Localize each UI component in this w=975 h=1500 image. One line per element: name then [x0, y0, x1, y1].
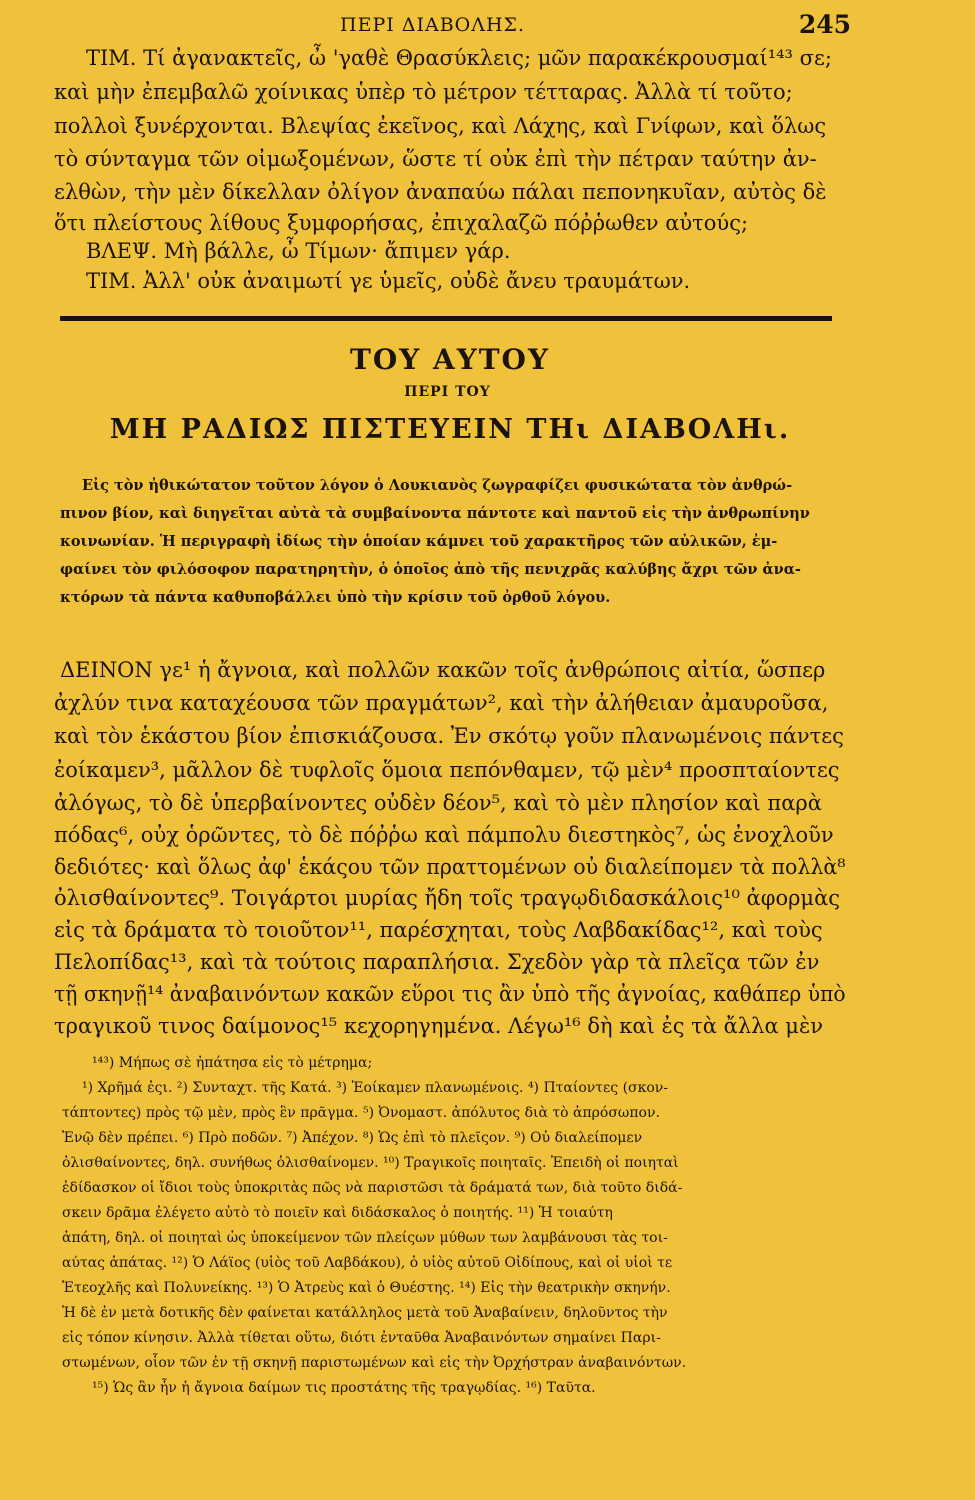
- footnote-line: ὀλισθαίνοντες, δηλ. συνήθως ὀλισθαίνομεν. ¹⁰) Τραγικοῖς ποιηταῖς. Ἐπειδὴ οἱ ποιηταὶ: [62, 1155, 679, 1171]
- footnote-line: Ἡ δὲ ἐν μετὰ δοτικῆς δὲν φαίνεται κατάλληλος μετὰ τοῦ Ἀναβαίνειν, δηλοῦντος τὴν: [62, 1305, 668, 1321]
- body-line: ἀχλύν τινα καταχέουσα τῶν πραγμάτων², καὶ τὴν ἀλήθειαν ἀμαυροῦσα,: [54, 691, 829, 715]
- body-line: Πελοπίδας¹³, καὶ τὰ τούτοις παραπλήσια. Σχεδὸν γὰρ τὰ πλεῖςα τῶν ἐν: [54, 950, 820, 974]
- dialogue-line: καὶ μὴν ἐπεμβαλῶ χοίνικας ὑπὲρ τὸ μέτρον τέτταρας. Ἀλλὰ τί τοῦτο;: [54, 80, 793, 104]
- body-line: εἰς τὰ δράματα τὸ τοιοῦτον¹¹, παρέσχηται, τοὺς Λαβδακίδας¹², καὶ τοὺς: [54, 918, 823, 942]
- summary-line: κτόρων τὰ πάντα καθυποβάλλει ὑπὸ τὴν κρίσιν τοῦ ὀρθοῦ λόγου.: [60, 589, 611, 606]
- summary-line: Εἰς τὸν ἠθικώτατον τοῦτον λόγον ὁ Λουκιανὸς ζωγραφίζει φυσικώτατα τὸν ἀνθρώ-: [82, 477, 793, 494]
- body-line: τραγικοῦ τινος δαίμονος¹⁵ κεχορηγημένα. Λέγω¹⁶ δὴ καὶ ἐς τὰ ἄλλα μὲν: [54, 1014, 823, 1038]
- footnote-line: ¹⁵) Ὡς ἂν ἦν ἡ ἄγνοια δαίμων τις προστάτης τῆς τραγῳδίας. ¹⁶) Ταῦτα.: [92, 1380, 596, 1396]
- footnote-line: ἀπάτη, δηλ. οἱ ποιηταὶ ὡς ὑποκείμενον τῶν πλείςων μύθων των λαμβάνουσι τὰς τοι-: [62, 1230, 668, 1246]
- dialogue-line: ελθὼν, τὴν μὲν δίκελλαν ὀλίγον ἀναπαύω πάλαι πεπονηκυῖαν, αὐτὸς δὲ: [54, 180, 827, 204]
- footnote-line: ¹) Χρῆμά ἐςι. ²) Συνταχτ. τῆς Κατά. ³) Ἐοίκαμεν πλανωμένοις. ⁴) Πταίοντες (σκον-: [82, 1080, 669, 1096]
- dialogue-line: ΒΛΕΨ. Μὴ βάλλε, ὦ Τίμων· ἄπιμεν γάρ.: [86, 239, 511, 263]
- footnote-line: στωμένων, οἷον τῶν ἐν τῇ σκηνῇ παριστωμένων καὶ εἰς τὴν Ὀρχήστραν ἀναβαινόντων.: [62, 1355, 687, 1371]
- title-author: ΤΟΥ ΑΥΤΟΥ: [350, 343, 550, 376]
- page-number: 245: [798, 10, 851, 39]
- dialogue-line: ὅτι πλείστους λίθους ξυμφορήσας, ἐπιχαλαζῶ πόῤῥωθεν αὐτούς;: [54, 211, 749, 235]
- body-line: ΔΕΙΝΟΝ γε¹ ἡ ἄγνοια, καὶ πολλῶν κακῶν τοῖς ἀνθρώποις αἰτία, ὥσπερ: [60, 658, 826, 682]
- body-line: ἀλόγως, τὸ δὲ ὑπερβαίνοντες οὐδὲν δέον⁵, καὶ τὸ μὲν πλησίον καὶ παρὰ: [54, 791, 822, 815]
- summary-line: πινον βίον, καὶ διηγεῖται αὐτὰ τὰ συμβαίνοντα πάντοτε καὶ παντοῦ εἰς τὴν ἀνθρωπίνην: [60, 505, 810, 522]
- body-line: ἐοίκαμεν³, μᾶλλον δὲ τυφλοῖς ὅμοια πεπόνθαμεν, τῷ μὲν⁴ προσπταίοντες: [54, 758, 840, 782]
- body-line: ὀλισθαίνοντες⁹. Τοιγάρτοι μυρίας ἤδη τοῖς τραγῳδιδασκάλοις¹⁰ ἀφορμὰς: [54, 886, 841, 910]
- dialogue-line: ΤΙΜ. Τί ἀγανακτεῖς, ὦ 'γαθὲ Θρασύκλεις; μῶν παρακέκρουσμαί¹⁴³ σε;: [86, 46, 832, 70]
- footnote-line: τάπτοντες) πρὸς τῷ μὲν, πρὸς ἓν πρᾶγμα. ⁵) Ὀνομαστ. ἀπόλυτος διὰ τὸ ἀπρόσωπον.: [62, 1105, 660, 1121]
- body-line: δεδιότες· καὶ ὅλως ἀφ' ἑκάςου τῶν πραττομένων οὐ διαλείπομεν τὰ πολλὰ⁸: [54, 855, 846, 879]
- footnote-line: σκειν δρᾶμα ἐλέγετο αὐτὸ τὸ ποιεῖν καὶ διδάσκαλος ὁ ποιητής. ¹¹) Ἡ τοιαύτη: [62, 1205, 613, 1221]
- title-main: ΜΗ ΡΑΔΙΩΣ ΠΙΣΤΕΥΕΙΝ ΤΗι ΔΙΑΒΟΛΗι.: [109, 414, 791, 445]
- body-line: καὶ τὸν ἑκάστου βίον ἐπισκιάζουσα. Ἐν σκότῳ γοῦν πλανωμένοις πάντες: [54, 724, 844, 748]
- footnote-line: ἐδίδασκον οἱ ἴδιοι τοὺς ὑποκριτὰς πῶς νὰ παριστῶσι τὰ δράματά των, διὰ τοῦτο διδά-: [62, 1180, 683, 1196]
- dialogue-line: τὸ σύνταγμα τῶν οἰμωξομένων, ὥστε τί οὐκ ἐπὶ τὴν πέτραν ταύτην ἀν-: [54, 147, 817, 171]
- footnote-line: Ἐνῷ δὲν πρέπει. ⁶) Πρὸ ποδῶν. ⁷) Ἀπέχον. ⁸) Ὡς ἐπὶ τὸ πλεῖςον. ⁹) Οὐ διαλείπομεν: [62, 1130, 643, 1146]
- section-divider: [60, 316, 832, 321]
- body-line: τῇ σκηνῇ¹⁴ ἀναβαινόντων κακῶν εὕροι τις ἂν ὑπὸ τῆς ἀγνοίας, καθάπερ ὑπὸ: [54, 982, 846, 1006]
- dialogue-line: ΤΙΜ. Ἀλλ' οὐκ ἀναιμωτί γε ὑμεῖς, οὐδὲ ἄνευ τραυμάτων.: [86, 269, 691, 293]
- footnote-line: εἰς τόπον κίνησιν. Ἀλλὰ τίθεται οὕτω, διότι ἐνταῦθα Ἀναβαινόντων σημαίνει Παρι-: [62, 1330, 661, 1346]
- running-title: ΠΕΡΙ ΔΙΑΒΟΛΗΣ.: [340, 14, 526, 36]
- footnote-line: αύτας ἀπάτας. ¹²) Ὁ Λάϊος (υἱὸς τοῦ Λαβδάκου), ὁ υἱὸς αὐτοῦ Οἰδίπους, καὶ οἱ υἱοὶ τε: [62, 1255, 673, 1271]
- summary-line: κοινωνίαν. Ἡ περιγραφὴ ἰδίως τὴν ὁποίαν κάμνει τοῦ χαρακτῆρος τῶν αὐλικῶν, ἐμ-: [60, 533, 778, 550]
- summary-line: φαίνει τὸν φιλόσοφον παρατηρητὴν, ὁ ὁποῖος ἀπὸ τῆς πενιχρᾶς καλύβης ἄχρι τῶν ἀνα-: [60, 561, 801, 578]
- title-peri: ΠΕΡΙ ΤΟΥ: [404, 384, 491, 400]
- footnote-line: Ἐτεοχλῆς καὶ Πολυνείκης. ¹³) Ὁ Ἀτρεὺς καὶ ὁ Θυέστης. ¹⁴) Εἰς τὴν θεατρικὴν σκηνήν.: [62, 1280, 671, 1296]
- dialogue-line: πολλοὶ ξυνέρχονται. Βλεψίας ἐκεῖνος, καὶ Λάχης, καὶ Γνίφων, καὶ ὅλως: [54, 114, 827, 138]
- page-header: [0, 10, 975, 44]
- footnote-line: ¹⁴³) Μήπως σὲ ἠπάτησα εἰς τὸ μέτρημα;: [92, 1055, 373, 1071]
- body-line: πόδας⁶, οὐχ ὁρῶντες, τὸ δὲ πόῤῥω καὶ πάμπολυ διεστηκὸς⁷, ὡς ἐνοχλοῦν: [54, 823, 834, 847]
